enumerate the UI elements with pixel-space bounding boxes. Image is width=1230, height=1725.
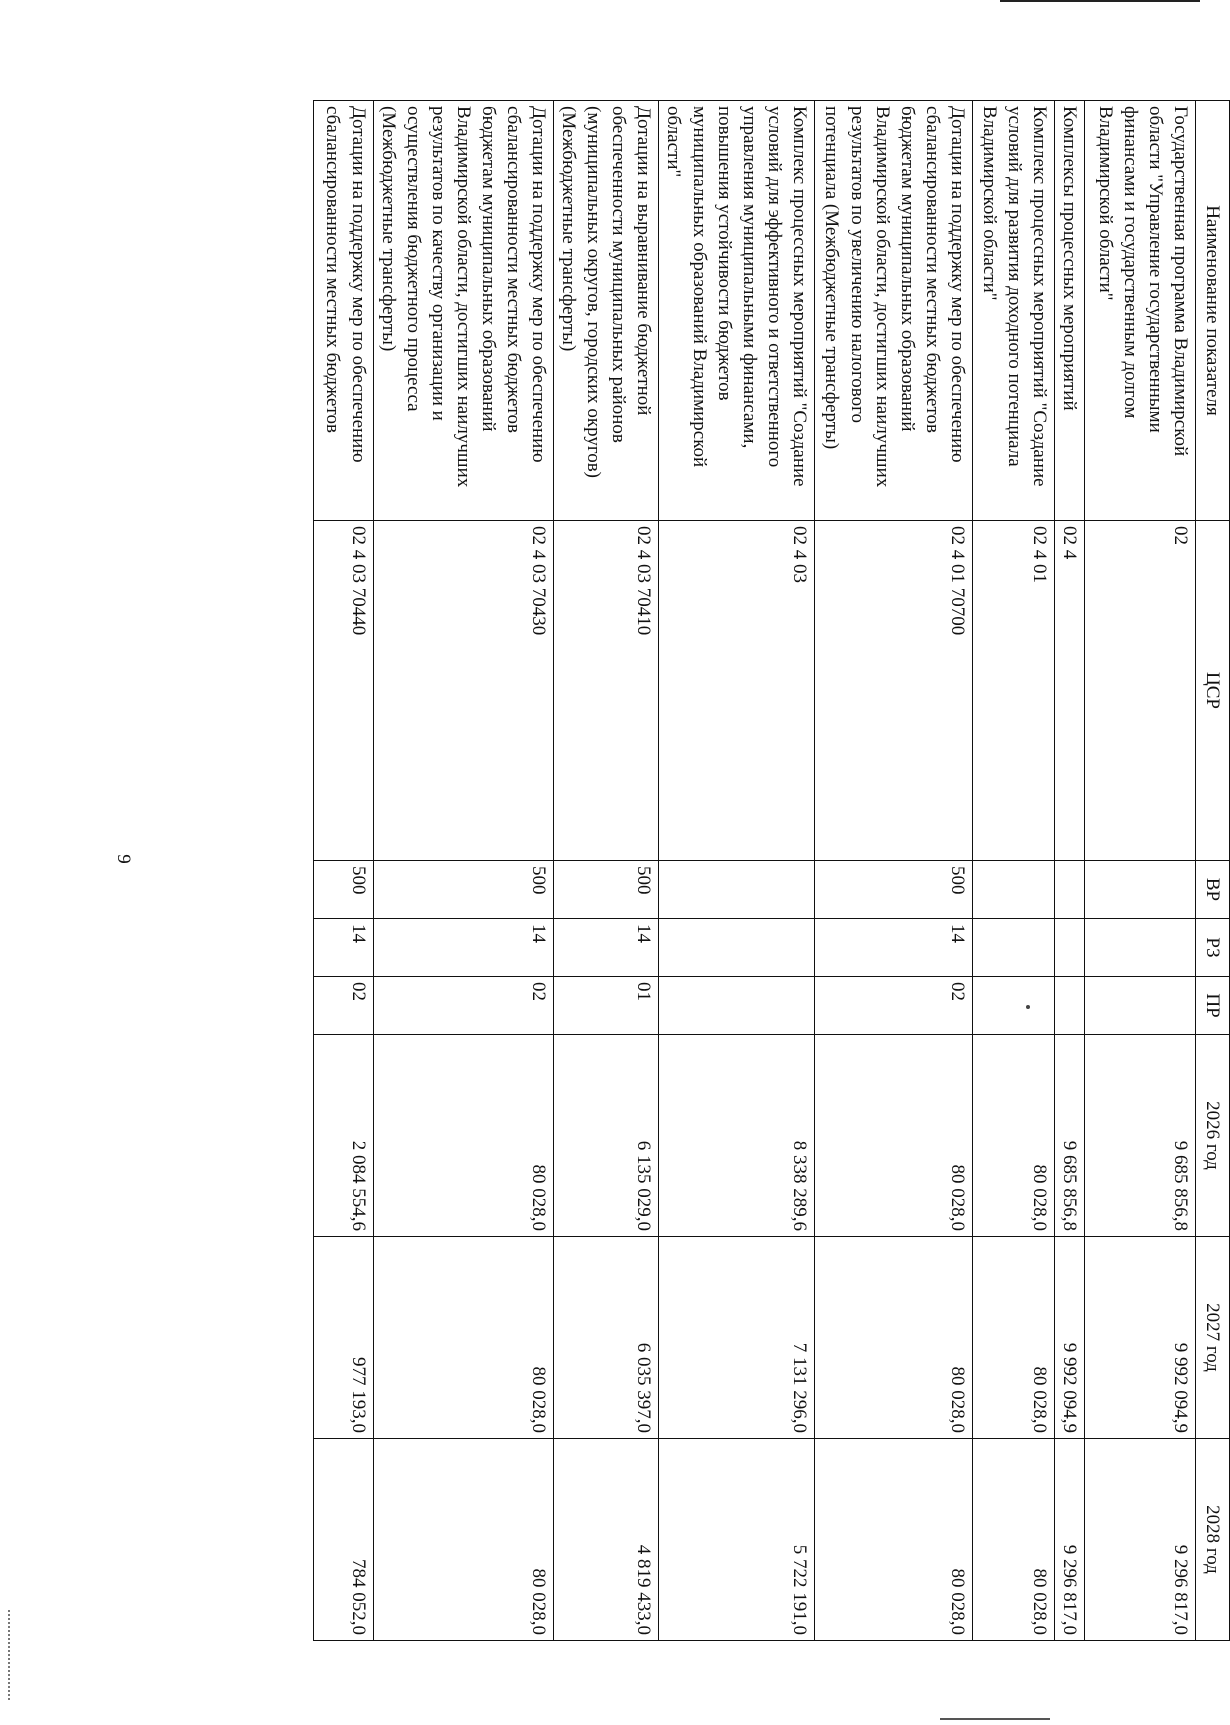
cell-pr: 02: [814, 977, 972, 1035]
cell-2026: 80 028,0: [814, 1035, 972, 1237]
cell-2026: 9 685 856,8: [1084, 1035, 1195, 1237]
cell-pr: [1084, 977, 1195, 1035]
cell-2028: 80 028,0: [373, 1439, 554, 1641]
cell-vr: [1084, 861, 1195, 919]
cell-name: Комплексы процессных мероприятий: [1054, 101, 1084, 521]
cell-vr: 500: [814, 861, 972, 919]
cell-2026: 2 084 554,6: [313, 1035, 373, 1237]
cell-name: Дотации на поддержку мер по обеспечению сбалансированности местных бюджетов: [313, 101, 373, 521]
cell-csr: 02 4 03 70440: [313, 521, 373, 861]
cell-vr: 500: [554, 861, 659, 919]
table-row: [554, 101, 659, 1641]
cell-2028: 80 028,0: [972, 1439, 1054, 1641]
cell-2028: 9 296 817,0: [1084, 1439, 1195, 1641]
cell-csr: 02 4: [1054, 521, 1084, 861]
header-2027: 2027 год: [1195, 1237, 1229, 1439]
cell-2028: 80 028,0: [814, 1439, 972, 1641]
cell-pr: 01: [554, 977, 659, 1035]
cell-rz: [1084, 919, 1195, 977]
table-row: [373, 101, 554, 1641]
cell-2026: 80 028,0: [373, 1035, 554, 1237]
cell-2027: 9 992 094,9: [1054, 1237, 1084, 1439]
header-2028: 2028 год: [1195, 1439, 1229, 1641]
page-number: 9: [112, 854, 134, 864]
cell-rz: 14: [313, 919, 373, 977]
table-header-row: [1195, 101, 1229, 1641]
header-2026: 2026 год: [1195, 1035, 1229, 1237]
cell-2027: 977 193,0: [313, 1237, 373, 1439]
budget-table-container: [185, 100, 1230, 1640]
cell-2027: 80 028,0: [373, 1237, 554, 1439]
cell-name: Дотации на поддержку мер по обеспечению сбалансированности местных бюджетов бюджетам муниципальных образований Владимирской области, достигших наилучших результатов по качеству организации и осуществления бюджетного процесса (Межбюджетные трансферты): [373, 101, 554, 521]
cell-2028: 5 722 191,0: [659, 1439, 814, 1641]
table-row: [814, 101, 972, 1641]
cell-vr: 500: [373, 861, 554, 919]
cell-name: Комплекс процессных мероприятий "Создание условий для развития доходного потенциала Владимирской области": [972, 101, 1054, 521]
cell-2026: 8 338 289,6: [659, 1035, 814, 1237]
cell-name: Государственная программа Владимирской области "Управление государственными финансами и государственным долгом Владимирской области": [1084, 101, 1195, 521]
cell-rz: [659, 919, 814, 977]
header-name: Наименование показателя: [1195, 101, 1229, 521]
cell-pr: [659, 977, 814, 1035]
cell-csr: 02 4 03: [659, 521, 814, 861]
table-row: [659, 101, 814, 1641]
cell-csr: 02 4 01 70700: [814, 521, 972, 861]
cell-2028: 784 052,0: [313, 1439, 373, 1641]
budget-table: [313, 100, 1230, 1641]
cell-pr: 02: [373, 977, 554, 1035]
table-row: [1084, 101, 1195, 1641]
cell-csr: 02 4 03 70410: [554, 521, 659, 861]
cell-vr: [659, 861, 814, 919]
cell-csr: 02: [1084, 521, 1195, 861]
cell-rz: 14: [373, 919, 554, 977]
cell-rz: [1054, 919, 1084, 977]
scan-edge-line: [1000, 0, 1200, 2]
header-pr: ПР: [1195, 977, 1229, 1035]
table-row: [313, 101, 373, 1641]
cell-vr: [972, 861, 1054, 919]
header-vr: ВР: [1195, 861, 1229, 919]
table-row: [972, 101, 1054, 1641]
cell-2028: 4 819 433,0: [554, 1439, 659, 1641]
cell-rz: [972, 919, 1054, 977]
cell-2027: 9 992 094,9: [1084, 1237, 1195, 1439]
cell-csr: 02 4 03 70430: [373, 521, 554, 861]
cell-pr: 02: [313, 977, 373, 1035]
cell-name: Дотации на поддержку мер по обеспечению сбалансированности местных бюджетов бюджетам муниципальных образований Владимирской области, достигших наилучших результатов по увеличению налогового потенциала (Межбюджетные трансферты): [814, 101, 972, 521]
cell-2028: 9 296 817,0: [1054, 1439, 1084, 1641]
cell-2027: 7 131 296,0: [659, 1237, 814, 1439]
cell-pr: [1054, 977, 1084, 1035]
scan-edge-line: [940, 1718, 1050, 1720]
cell-pr: [972, 977, 1054, 1035]
cell-csr: 02 4 01: [972, 521, 1054, 861]
cell-name: Дотации на выравнивание бюджетной обеспеченности муниципальных районов (муниципальных округов, городских округов) (Межбюджетные трансферты): [554, 101, 659, 521]
cell-2027: 80 028,0: [814, 1237, 972, 1439]
scan-artifact: [8, 1610, 12, 1700]
cell-2026: 6 135 029,0: [554, 1035, 659, 1237]
cell-2026: 80 028,0: [972, 1035, 1054, 1237]
cell-2026: 9 685 856,8: [1054, 1035, 1084, 1237]
table-row: [1054, 101, 1084, 1641]
cell-vr: [1054, 861, 1084, 919]
cell-vr: 500: [313, 861, 373, 919]
cell-rz: 14: [814, 919, 972, 977]
cell-name: Комплекс процессных мероприятий "Создание условий для эффективного и ответственного управления муниципальными финансами, повышения устойчивости бюджетов муниципальных образований Владимирской области": [659, 101, 814, 521]
cell-2027: 6 035 397,0: [554, 1237, 659, 1439]
cell-2027: 80 028,0: [972, 1237, 1054, 1439]
cell-rz: 14: [554, 919, 659, 977]
header-csr: ЦСР: [1195, 521, 1229, 861]
header-rz: РЗ: [1195, 919, 1229, 977]
